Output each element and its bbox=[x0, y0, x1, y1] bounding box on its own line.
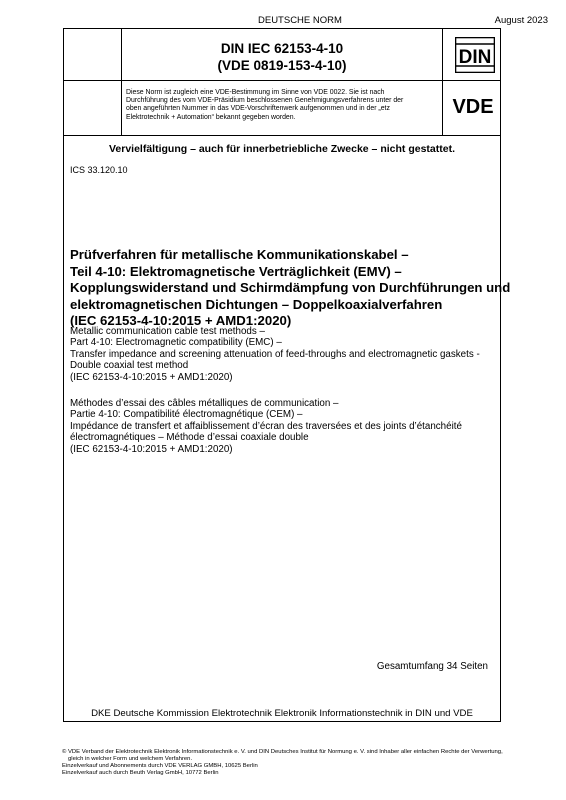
note-divider-rule bbox=[63, 135, 501, 136]
copyright-line: Einzelverkauf auch durch Beuth Verlag GmbH, 10772 Berlin bbox=[62, 770, 219, 776]
note-line: oben angeführten Nummer in das VDE-Vorschriftenwerk aufgenommen und in der „etz bbox=[126, 105, 390, 113]
title-de-line: elektromagnetischen Dichtungen – Doppelkoaxialverfahren bbox=[70, 296, 443, 312]
vde-logo bbox=[448, 96, 498, 116]
title-fr-line: Partie 4-10: Compatibilité électromagnétique (CEM) – bbox=[70, 409, 303, 421]
title-en-line: Transfer impedance and screening attenuation of feed-throughs and electromagnetic gaskets - bbox=[70, 348, 480, 360]
reproduction-notice: Vervielfältigung – auch für innerbetriebliche Zwecke – nicht gestattet. bbox=[108, 143, 455, 155]
copyright-line: Einzelverkauf und Abonnements durch VDE VERLAG GMBH, 10625 Berlin bbox=[62, 763, 258, 769]
title-en-line: (IEC 62153-4-10:2015 + AMD1:2020) bbox=[70, 371, 233, 383]
title-divider-rule bbox=[63, 80, 501, 81]
svg-text:DIN: DIN bbox=[458, 47, 492, 68]
svg-text:VDE: VDE bbox=[452, 96, 494, 116]
ics-code: ICS 33.120.10 bbox=[70, 165, 128, 175]
title-french bbox=[70, 398, 500, 455]
title-en-line: Double coaxial test method bbox=[70, 360, 189, 372]
right-column-rule bbox=[442, 28, 443, 135]
total-pages: Gesamtumfang 34 Seiten bbox=[376, 661, 488, 672]
title-de-line: Teil 4-10: Elektromagnetische Verträglichkeit (EMV) – bbox=[70, 263, 402, 279]
din-logo bbox=[455, 37, 495, 73]
title-de-line: Kopplungswiderstand und Schirmdämpfung von Durchführungen und bbox=[70, 280, 511, 295]
title-fr-line: électromagnétiques – Méthode d’essai coaxiale double bbox=[70, 432, 309, 444]
committee-footer: DKE Deutsche Kommission Elektrotechnik Elektronik Informationstechnik in DIN und VDE bbox=[91, 708, 473, 719]
vde-approval-note bbox=[126, 89, 439, 122]
header-doc-type: DEUTSCHE NORM bbox=[258, 15, 342, 26]
copyright-line: © VDE Verband der Elektrotechnik Elektronik Informationstechnik e. V. und DIN Deutsches Institut für Normung e. V. sind Inhaber aller einfachen Rechte der Verwertung, bbox=[62, 749, 503, 755]
note-line: Elektrotechnik + Automation“ bekannt gegeben worden. bbox=[126, 113, 296, 121]
header-date: August 2023 bbox=[494, 15, 548, 26]
title-de-line: (IEC 62153-4-10:2015 + AMD1:2020) bbox=[70, 313, 292, 328]
title-fr-line: (IEC 62153-4-10:2015 + AMD1:2020) bbox=[70, 443, 233, 455]
vde-number: (VDE 0819-153-4-10) bbox=[217, 58, 347, 73]
standard-number: DIN IEC 62153-4-10 bbox=[220, 41, 344, 56]
copyright-line: gleich in welcher Form und welchem Verfahren. bbox=[68, 756, 193, 762]
title-german bbox=[70, 247, 511, 330]
note-line: Diese Norm ist zugleich eine VDE-Bestimmung im Sinne von VDE 0022. Sie ist nach bbox=[126, 89, 385, 96]
title-english bbox=[70, 326, 500, 383]
note-line: Durchführung des vom VDE-Präsidium beschlossenen Genehmigungsverfahrens unter der bbox=[126, 97, 404, 105]
title-fr-line: Méthodes d’essai des câbles métalliques de communication – bbox=[70, 398, 339, 409]
title-en-line: Metallic communication cable test methods – bbox=[70, 326, 265, 337]
copyright-notice bbox=[62, 749, 562, 777]
frame-top-rule bbox=[63, 28, 501, 29]
title-en-line: Part 4-10: Electromagnetic compatibility (EMC) – bbox=[70, 337, 282, 349]
title-de-line: Prüfverfahren für metallische Kommunikationskabel – bbox=[70, 247, 409, 262]
title-fr-line: Impédance de transfert et affaiblissement d’écran des traversées et des joints d’étanchéité bbox=[70, 420, 462, 432]
